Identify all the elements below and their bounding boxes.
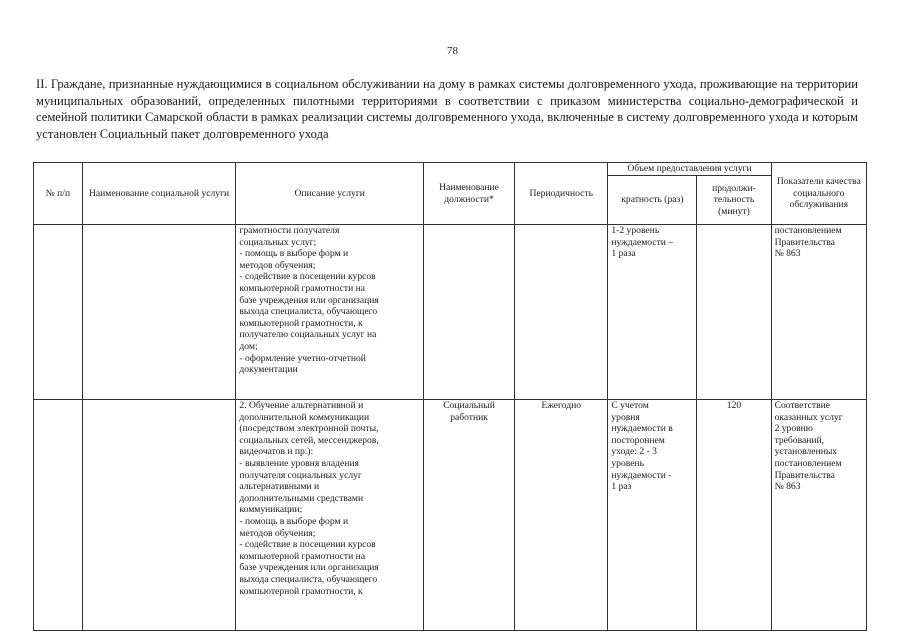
header-description: Описание услуги — [236, 163, 424, 225]
cell-multiplicity: 1-2 уровень нуждаемости – 1 раза — [608, 225, 697, 400]
header-multiplicity: кратность (раз) — [608, 176, 697, 225]
table-header-row — [34, 163, 867, 176]
cell-position: Социальный работник — [423, 400, 514, 631]
header-quality: Показатели качества социального обслуживания — [771, 163, 866, 225]
header-position: Наименование должности* — [423, 163, 514, 225]
cell-position — [423, 225, 514, 400]
cell-quality: постановлением Правительства № 863 — [771, 225, 866, 400]
cell-periodicity — [515, 225, 608, 400]
cell-num — [34, 225, 83, 400]
header-num: № п/п — [34, 163, 83, 225]
cell-num — [34, 400, 83, 631]
cell-duration: 120 — [697, 400, 771, 631]
header-service-name: Наименование социальной услуги — [82, 163, 236, 225]
table-row — [34, 400, 867, 631]
cell-service-name — [82, 400, 236, 631]
cell-periodicity: Ежегодно — [515, 400, 608, 631]
cell-duration — [697, 225, 771, 400]
cell-service-name — [82, 225, 236, 400]
cell-description: грамотности получателя социальных услуг; - помощь в выборе форм и методов обучения; - содействие в посещении курсов компьютерной грамотности на базе учреждения или организация выхода специалиста, обучающего компьютерной грамотности, к получателю социальных услуг на дом; - оформление учетно-отчетной документации — [236, 225, 424, 400]
header-duration: продолжи-тельность (минут) — [697, 176, 771, 225]
cell-multiplicity: С учетом уровня нуждаемости в постороннем уходе: 2 - 3 уровень нуждаемости - 1 раз — [608, 400, 697, 631]
section-heading: II. Граждане, признанные нуждающимися в социальном обслуживании на дому в рамках системы долговременного ухода, проживающие на территории муниципальных образований, определенных пилотными территориями в соответствии с приказом министерства социально-демографической и семейной политики Самарской области в рамках реализации системы долговременного ухода, включенные в систему долговременного ухода и которым установлен Социальный пакет долговременного ухода — [36, 77, 858, 141]
header-periodicity: Периодичность — [515, 163, 608, 225]
table-row — [34, 225, 867, 400]
cell-quality: Соответствие оказанных услуг 2 уровню требований, установленных постановлением Правительства № 863 — [771, 400, 866, 631]
header-volume: Объем предоставления услуги — [608, 163, 771, 176]
page-number: 78 — [447, 45, 458, 57]
services-table — [33, 162, 867, 631]
cell-description: 2. Обучение альтернативной и дополнительной коммуникации (посредством электронной почты, социальных сетей, мессенджеров, видеочатов и пр.): - выявление уровня владения получателя социальных услуг альтернативными и дополнительными средствами коммуникации; - помощь в выборе форм и методов обучения; - содействие в посещении курсов компьютерной грамотности на базе учреждения или организация выхода специалиста, обучающего компьютерной грамотности, к — [236, 400, 424, 631]
